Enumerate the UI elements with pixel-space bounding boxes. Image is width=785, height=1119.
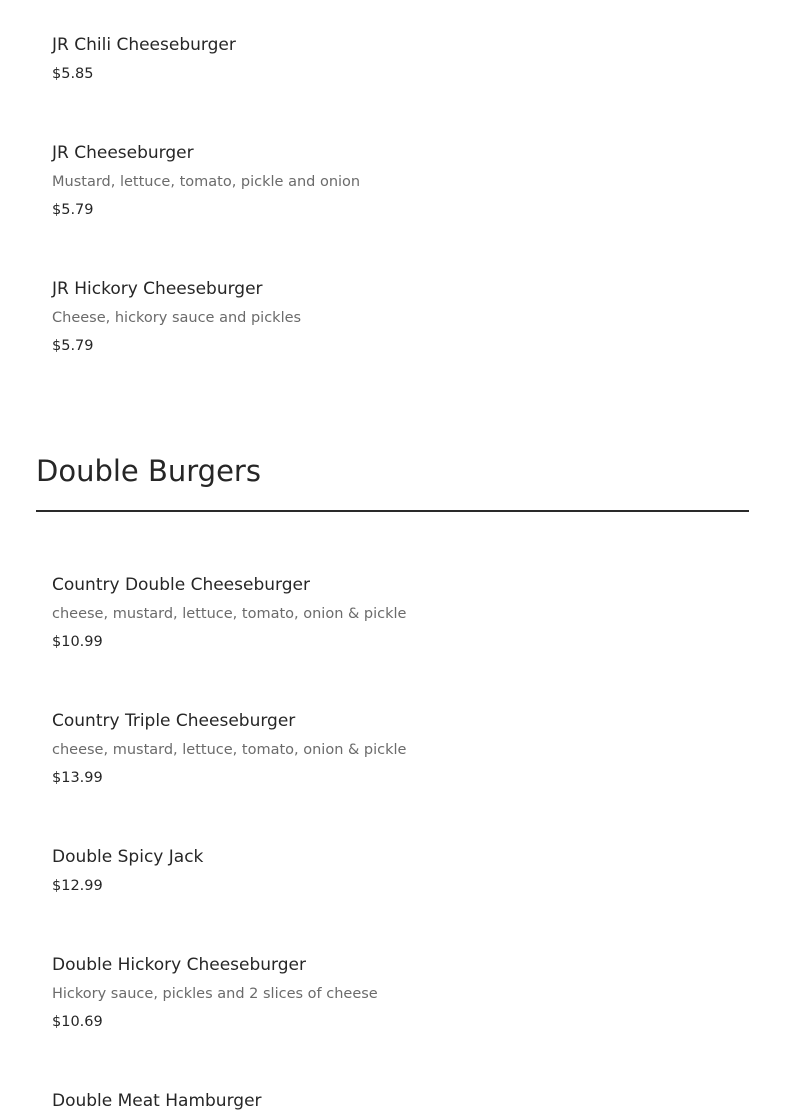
menu-item-description: cheese, mustard, lettuce, tomato, onion & pickle [52, 742, 407, 758]
section-title: Double Burgers [36, 454, 261, 488]
menu-item-name: JR Hickory Cheeseburger [52, 279, 263, 299]
menu-item-price: $13.99 [52, 770, 103, 786]
menu-item-description: Hickory sauce, pickles and 2 slices of cheese [52, 986, 378, 1002]
menu-item[interactable] [52, 276, 742, 364]
menu-item-price: $10.69 [52, 1014, 103, 1030]
menu-item-name: Double Spicy Jack [52, 847, 204, 867]
menu-item-price: $5.85 [52, 66, 94, 82]
menu-item-name: JR Cheeseburger [52, 143, 194, 163]
menu-item-name: Country Double Cheeseburger [52, 575, 310, 595]
menu-item[interactable] [52, 952, 742, 1040]
menu-item-price: $5.79 [52, 338, 94, 354]
menu-item-name: Country Triple Cheeseburger [52, 711, 296, 731]
section-divider [36, 510, 749, 512]
menu-item-name: Double Hickory Cheeseburger [52, 955, 306, 975]
menu-item-price: $5.79 [52, 202, 94, 218]
menu-item[interactable] [52, 140, 742, 228]
menu-item-description: Cheese, hickory sauce and pickles [52, 310, 302, 326]
menu-item-description: Mustard, lettuce, tomato, pickle and onion [52, 174, 361, 190]
menu-item[interactable] [52, 572, 742, 660]
menu-item-price: $12.99 [52, 878, 103, 894]
menu-item-name: Double Meat Hamburger [52, 1091, 262, 1111]
menu-item[interactable] [52, 1088, 742, 1118]
menu-item-price: $10.99 [52, 634, 103, 650]
menu-item-name: JR Chili Cheeseburger [52, 35, 236, 55]
menu-item[interactable] [52, 32, 742, 92]
menu-item[interactable] [52, 844, 742, 904]
menu-item[interactable] [52, 708, 742, 796]
menu-item-description: cheese, mustard, lettuce, tomato, onion & pickle [52, 606, 407, 622]
